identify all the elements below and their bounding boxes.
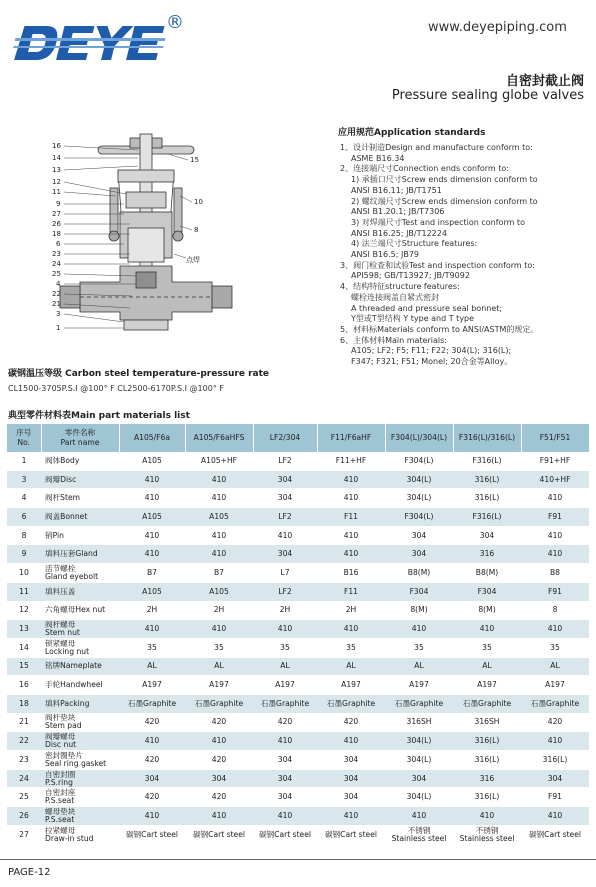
material-cell: 碳钢Cart steel: [521, 825, 589, 844]
table-row: [7, 657, 589, 676]
material-cell: 410: [521, 620, 589, 639]
part-name-cell: 锁紧螺母 Locking nut: [41, 638, 119, 657]
standards-line: A105; LF2; F5; F11; F22; 304(L); 316(L);: [351, 346, 512, 356]
table-row: [7, 470, 589, 489]
material-cell: 410: [521, 489, 589, 508]
part-name-cell: 阀体Body: [41, 452, 119, 470]
callout-right: 10: [194, 198, 203, 206]
part-number-cell: 22: [7, 732, 41, 751]
material-cell: AL: [185, 657, 253, 676]
temp-pressure-title: 碳钢温压等级 Carbon steel temperature-pressure rate: [8, 369, 270, 379]
material-cell: 石墨Graphite: [185, 694, 253, 713]
material-cell: B8(M): [453, 564, 521, 583]
callout-right: 8: [194, 226, 199, 234]
material-cell: 316: [453, 545, 521, 564]
parts-table-title: 典型零件材料表Main part materials list: [8, 411, 190, 421]
material-cell: 35: [453, 638, 521, 657]
part-name-cell: 拉紧螺母 Draw-in stud: [41, 825, 119, 844]
standards-line: ANSI B16.11; JB/T1751: [351, 185, 442, 195]
table-row: [7, 508, 589, 527]
table-row: [7, 713, 589, 732]
part-number-cell: 14: [7, 638, 41, 657]
part-name-cell: 活节螺栓 Gland eyebolt: [41, 564, 119, 583]
material-cell: 410: [521, 545, 589, 564]
material-cell: A105: [119, 582, 185, 601]
material-cell: 410: [521, 807, 589, 826]
material-cell: 316(L): [453, 751, 521, 770]
material-cell: 2H: [185, 601, 253, 620]
material-cell: 316: [453, 769, 521, 788]
table-header-cell: LF2/304: [253, 424, 317, 452]
material-cell: B8: [521, 564, 589, 583]
material-cell: 420: [317, 713, 385, 732]
material-cell: A197: [253, 676, 317, 695]
material-cell: B7: [185, 564, 253, 583]
part-name-cell: 填料压盖: [41, 582, 119, 601]
table-row: [7, 601, 589, 620]
material-cell: 304: [385, 526, 453, 545]
material-cell: 石墨Graphite: [453, 694, 521, 713]
callout-left: 9: [56, 200, 61, 208]
material-cell: L7: [253, 564, 317, 583]
callout-left: 21: [52, 300, 61, 308]
material-cell: 碳钢Cart steel: [185, 825, 253, 844]
part-number-cell: 25: [7, 788, 41, 807]
callout-left: 25: [52, 270, 61, 278]
material-cell: 410: [185, 807, 253, 826]
part-name-cell: 六角螺母Hex nut: [41, 601, 119, 620]
material-cell: 35: [521, 638, 589, 657]
registered-mark: ®: [166, 12, 184, 33]
standards-line: ANSI B1.20.1; JB/T7306: [351, 207, 445, 217]
material-cell: LF2: [253, 582, 317, 601]
material-cell: 410: [119, 489, 185, 508]
material-cell: 304: [253, 470, 317, 489]
callout-left: 6: [56, 240, 61, 248]
table-header-cell: F316(L)/316(L): [453, 424, 521, 452]
material-cell: 石墨Graphite: [119, 694, 185, 713]
material-cell: B7: [119, 564, 185, 583]
material-cell: 碳钢Cart steel: [253, 825, 317, 844]
table-header-cell: 序号 No.: [7, 424, 41, 452]
part-number-cell: 21: [7, 713, 41, 732]
part-name-cell: 阀杆螺母 Stem nut: [41, 620, 119, 639]
standards-line: 3) 对焊端尺寸Test and inspection conform to: [351, 217, 525, 227]
material-cell: F11: [317, 508, 385, 527]
material-cell: 304: [317, 769, 385, 788]
material-cell: A105+HF: [185, 452, 253, 470]
material-cell: F91+HF: [521, 452, 589, 470]
part-number-cell: 9: [7, 545, 41, 564]
material-cell: 304: [385, 545, 453, 564]
table-row: [7, 694, 589, 713]
material-cell: A105: [185, 582, 253, 601]
material-cell: 410: [385, 620, 453, 639]
part-name-cell: 密封圈垫片 Seal ring gasket: [41, 751, 119, 770]
table-row: [7, 751, 589, 770]
material-cell: 410: [119, 807, 185, 826]
part-number-cell: 18: [7, 694, 41, 713]
material-cell: 304(L): [385, 470, 453, 489]
material-cell: 410: [317, 470, 385, 489]
material-cell: LF2: [253, 452, 317, 470]
table-row: [7, 769, 589, 788]
material-cell: F11: [317, 582, 385, 601]
material-cell: 不锈钢 Stainless steel: [385, 825, 453, 844]
callout-left: 24: [52, 260, 61, 268]
parts-materials-table: [7, 424, 590, 844]
part-name-cell: 自密封圈 P.S.ring: [41, 769, 119, 788]
part-name-cell: 螺母垫块 P.S.seat: [41, 807, 119, 826]
material-cell: 304: [253, 751, 317, 770]
material-cell: 不锈钢 Stainless steel: [453, 825, 521, 844]
material-cell: AL: [253, 657, 317, 676]
material-cell: 8(M): [453, 601, 521, 620]
material-cell: A105: [119, 508, 185, 527]
standards-line: ANSI B16.5; JB79: [351, 250, 420, 260]
part-name-cell: 手轮Handwheel: [41, 676, 119, 695]
material-cell: 410: [453, 620, 521, 639]
material-cell: 35: [253, 638, 317, 657]
material-cell: A197: [385, 676, 453, 695]
callout-left: 22: [52, 290, 61, 298]
material-cell: 420: [521, 713, 589, 732]
material-cell: B8(M): [385, 564, 453, 583]
page-number: PAGE-12: [8, 867, 51, 878]
material-cell: F304(L): [385, 452, 453, 470]
table-row: [7, 807, 589, 826]
material-cell: 410: [253, 807, 317, 826]
material-cell: 碳钢Cart steel: [317, 825, 385, 844]
material-cell: 410: [119, 732, 185, 751]
material-cell: 316(L): [453, 470, 521, 489]
material-cell: 420: [253, 713, 317, 732]
callout-left: 14: [52, 154, 61, 162]
part-number-cell: 27: [7, 825, 41, 844]
material-cell: 420: [119, 713, 185, 732]
material-cell: 35: [317, 638, 385, 657]
table-header-row: [7, 424, 589, 452]
table-row: [7, 788, 589, 807]
standards-line: 1) 承插口尺寸Screw ends dimension conform to: [351, 175, 538, 185]
callout-left: 4: [56, 280, 61, 288]
material-cell: 304: [317, 788, 385, 807]
table-row: [7, 526, 589, 545]
material-cell: 2H: [317, 601, 385, 620]
table-header-cell: F51/F51: [521, 424, 589, 452]
material-cell: 316SH: [385, 713, 453, 732]
table-row: [7, 564, 589, 583]
material-cell: 410: [317, 620, 385, 639]
material-cell: 410: [317, 526, 385, 545]
material-cell: 420: [119, 751, 185, 770]
material-cell: 316(L): [453, 788, 521, 807]
material-cell: AL: [119, 657, 185, 676]
material-cell: A197: [317, 676, 385, 695]
material-cell: 420: [185, 788, 253, 807]
material-cell: 35: [185, 638, 253, 657]
table-header-cell: F304(L)/304(L): [385, 424, 453, 452]
material-cell: 304: [317, 751, 385, 770]
table-row: [7, 620, 589, 639]
part-number-cell: 12: [7, 601, 41, 620]
material-cell: 304: [253, 769, 317, 788]
material-cell: F11+HF: [317, 452, 385, 470]
part-name-cell: 铭牌Nameplate: [41, 657, 119, 676]
material-cell: 304: [385, 769, 453, 788]
material-cell: 410: [185, 620, 253, 639]
material-cell: 304(L): [385, 732, 453, 751]
material-cell: 410: [385, 807, 453, 826]
material-cell: 304: [521, 769, 589, 788]
material-cell: 35: [119, 638, 185, 657]
standards-title: 应用规范Application standards: [338, 128, 486, 138]
material-cell: AL: [453, 657, 521, 676]
table-header-cell: F11/F6aHF: [317, 424, 385, 452]
standards-line: 3、阀门检查和试验Test and inspection conform to:: [340, 260, 535, 270]
material-cell: 410: [185, 470, 253, 489]
table-row: [7, 732, 589, 751]
material-cell: 304: [185, 769, 253, 788]
table-header-cell: 零件名称 Part name: [41, 424, 119, 452]
callout-left: 27: [52, 210, 61, 218]
callout-left: 12: [52, 178, 61, 186]
material-cell: 304: [253, 545, 317, 564]
standards-line: F347; F321; F51; Monel; 20合金等Alloy。: [351, 357, 513, 367]
table-row: [7, 638, 589, 657]
material-cell: A105: [185, 508, 253, 527]
part-name-cell: 销Pin: [41, 526, 119, 545]
part-name-cell: 阀盖Bonnet: [41, 508, 119, 527]
standards-line: 4、结构特征structure features:: [340, 282, 460, 292]
material-cell: 410: [185, 526, 253, 545]
table-row: [7, 489, 589, 508]
material-cell: 410: [185, 732, 253, 751]
material-cell: AL: [385, 657, 453, 676]
material-cell: 410+HF: [521, 470, 589, 489]
part-number-cell: 13: [7, 620, 41, 639]
part-number-cell: 26: [7, 807, 41, 826]
material-cell: 410: [253, 732, 317, 751]
material-cell: 410: [253, 526, 317, 545]
material-cell: 35: [385, 638, 453, 657]
part-number-cell: 1: [7, 452, 41, 470]
part-number-cell: 10: [7, 564, 41, 583]
material-cell: F304(L): [385, 508, 453, 527]
page-title-cn: 自密封截止阀: [505, 74, 584, 89]
material-cell: 304: [119, 769, 185, 788]
material-cell: 2H: [119, 601, 185, 620]
standards-list: [340, 143, 590, 368]
table-header-cell: A105/F6a: [119, 424, 185, 452]
callout-right: 15: [190, 156, 199, 164]
material-cell: 石墨Graphite: [521, 694, 589, 713]
valve-cross-section-drawing: [20, 132, 260, 364]
material-cell: 8: [521, 601, 589, 620]
material-cell: F304: [453, 582, 521, 601]
material-cell: 410: [119, 620, 185, 639]
material-cell: 410: [119, 470, 185, 489]
material-cell: 410: [317, 807, 385, 826]
material-cell: 316SH: [453, 713, 521, 732]
material-cell: 410: [317, 545, 385, 564]
material-cell: 410: [185, 489, 253, 508]
material-cell: AL: [521, 657, 589, 676]
material-cell: F316(L): [453, 508, 521, 527]
weld-label: 点焊: [186, 256, 200, 264]
part-name-cell: 填料Packing: [41, 694, 119, 713]
standards-line: 2、连接端尺寸Connection ends conform to:: [340, 164, 509, 174]
table-row: [7, 825, 589, 844]
material-cell: 304(L): [385, 489, 453, 508]
table-row: [7, 582, 589, 601]
part-number-cell: 24: [7, 769, 41, 788]
part-number-cell: 3: [7, 470, 41, 489]
material-cell: 石墨Graphite: [317, 694, 385, 713]
standards-line: Y型或T型结构 Y type and T type: [351, 314, 475, 324]
part-number-cell: 15: [7, 657, 41, 676]
material-cell: AL: [317, 657, 385, 676]
material-cell: 410: [185, 545, 253, 564]
standards-line: 螺栓连接阀盖自紧式密封: [351, 292, 439, 302]
material-cell: 304: [253, 489, 317, 508]
material-cell: B16: [317, 564, 385, 583]
part-number-cell: 6: [7, 508, 41, 527]
material-cell: 316(L): [453, 732, 521, 751]
standards-line: 6、主体材料Main materials:: [340, 335, 447, 345]
material-cell: 304(L): [385, 751, 453, 770]
material-cell: 304: [253, 788, 317, 807]
material-cell: A197: [521, 676, 589, 695]
material-cell: 410: [317, 732, 385, 751]
material-cell: 石墨Graphite: [385, 694, 453, 713]
part-name-cell: 阀瓣Disc: [41, 470, 119, 489]
part-number-cell: 4: [7, 489, 41, 508]
callout-left: 26: [52, 220, 61, 228]
table-row: [7, 545, 589, 564]
standards-line: ASME B16.34: [351, 153, 405, 163]
material-cell: 410: [253, 620, 317, 639]
material-cell: 410: [453, 807, 521, 826]
part-number-cell: 8: [7, 526, 41, 545]
material-cell: 8(M): [385, 601, 453, 620]
material-cell: A197: [453, 676, 521, 695]
callout-left: 23: [52, 250, 61, 258]
standards-line: 5、材料标Materials conform to ANSI/ASTM的规定。: [340, 324, 539, 334]
callout-left: 16: [52, 142, 61, 150]
material-cell: 410: [317, 489, 385, 508]
callout-left: 18: [52, 230, 61, 238]
material-cell: 2H: [253, 601, 317, 620]
table-header-cell: A105/F6aHFS: [185, 424, 253, 452]
callout-left: 1: [56, 324, 61, 332]
material-cell: 碳钢Cart steel: [119, 825, 185, 844]
material-cell: 304(L): [385, 788, 453, 807]
callout-left: 11: [52, 188, 61, 196]
part-name-cell: 自密封座 P.S.seat: [41, 788, 119, 807]
part-name-cell: 阀杆垫块 Stem pad: [41, 713, 119, 732]
material-cell: F91: [521, 788, 589, 807]
website-url: www.deyepiping.com: [428, 20, 567, 35]
material-cell: LF2: [253, 508, 317, 527]
footer-rule: [0, 859, 596, 860]
material-cell: F304: [385, 582, 453, 601]
material-cell: 420: [119, 788, 185, 807]
standards-line: 4) 法兰端尺寸Structure features:: [351, 239, 478, 249]
material-cell: 420: [185, 713, 253, 732]
deye-logo: [8, 12, 168, 74]
material-cell: A197: [185, 676, 253, 695]
callout-left: 13: [52, 166, 61, 174]
standards-line: A threaded and pressure seal bonnet;: [351, 303, 503, 313]
part-number-cell: 11: [7, 582, 41, 601]
standards-line: ANSI B16.25; JB/T12224: [351, 228, 447, 238]
material-cell: 410: [521, 526, 589, 545]
material-cell: 410: [521, 732, 589, 751]
part-number-cell: 23: [7, 751, 41, 770]
standards-line: 1、设计制造Design and manufacture conform to:: [340, 143, 533, 152]
material-cell: A105: [119, 452, 185, 470]
temp-pressure-text: CL1500-3705P.S.I @100° F CL2500-6170P.S.I @100° F: [8, 384, 224, 393]
table-row: [7, 452, 589, 470]
material-cell: F91: [521, 508, 589, 527]
material-cell: F316(L): [453, 452, 521, 470]
part-number-cell: 16: [7, 676, 41, 695]
material-cell: 410: [119, 526, 185, 545]
part-name-cell: 阀杆Stem: [41, 489, 119, 508]
material-cell: 304: [453, 526, 521, 545]
material-cell: 420: [185, 751, 253, 770]
part-name-cell: 填料压套Gland: [41, 545, 119, 564]
callout-left: 3: [56, 310, 61, 318]
standards-line: 2) 螺纹端尺寸Screw ends dimension conform to: [351, 196, 538, 206]
material-cell: 410: [119, 545, 185, 564]
standards-line: API598; GB/T13927; JB/T9092: [351, 271, 470, 281]
table-row: [7, 676, 589, 695]
part-name-cell: 阀瓣螺母 Disc nut: [41, 732, 119, 751]
page-title-en: Pressure sealing globe valves: [391, 88, 584, 103]
material-cell: 316(L): [521, 751, 589, 770]
material-cell: A197: [119, 676, 185, 695]
material-cell: 316(L): [453, 489, 521, 508]
material-cell: F91: [521, 582, 589, 601]
material-cell: 石墨Graphite: [253, 694, 317, 713]
